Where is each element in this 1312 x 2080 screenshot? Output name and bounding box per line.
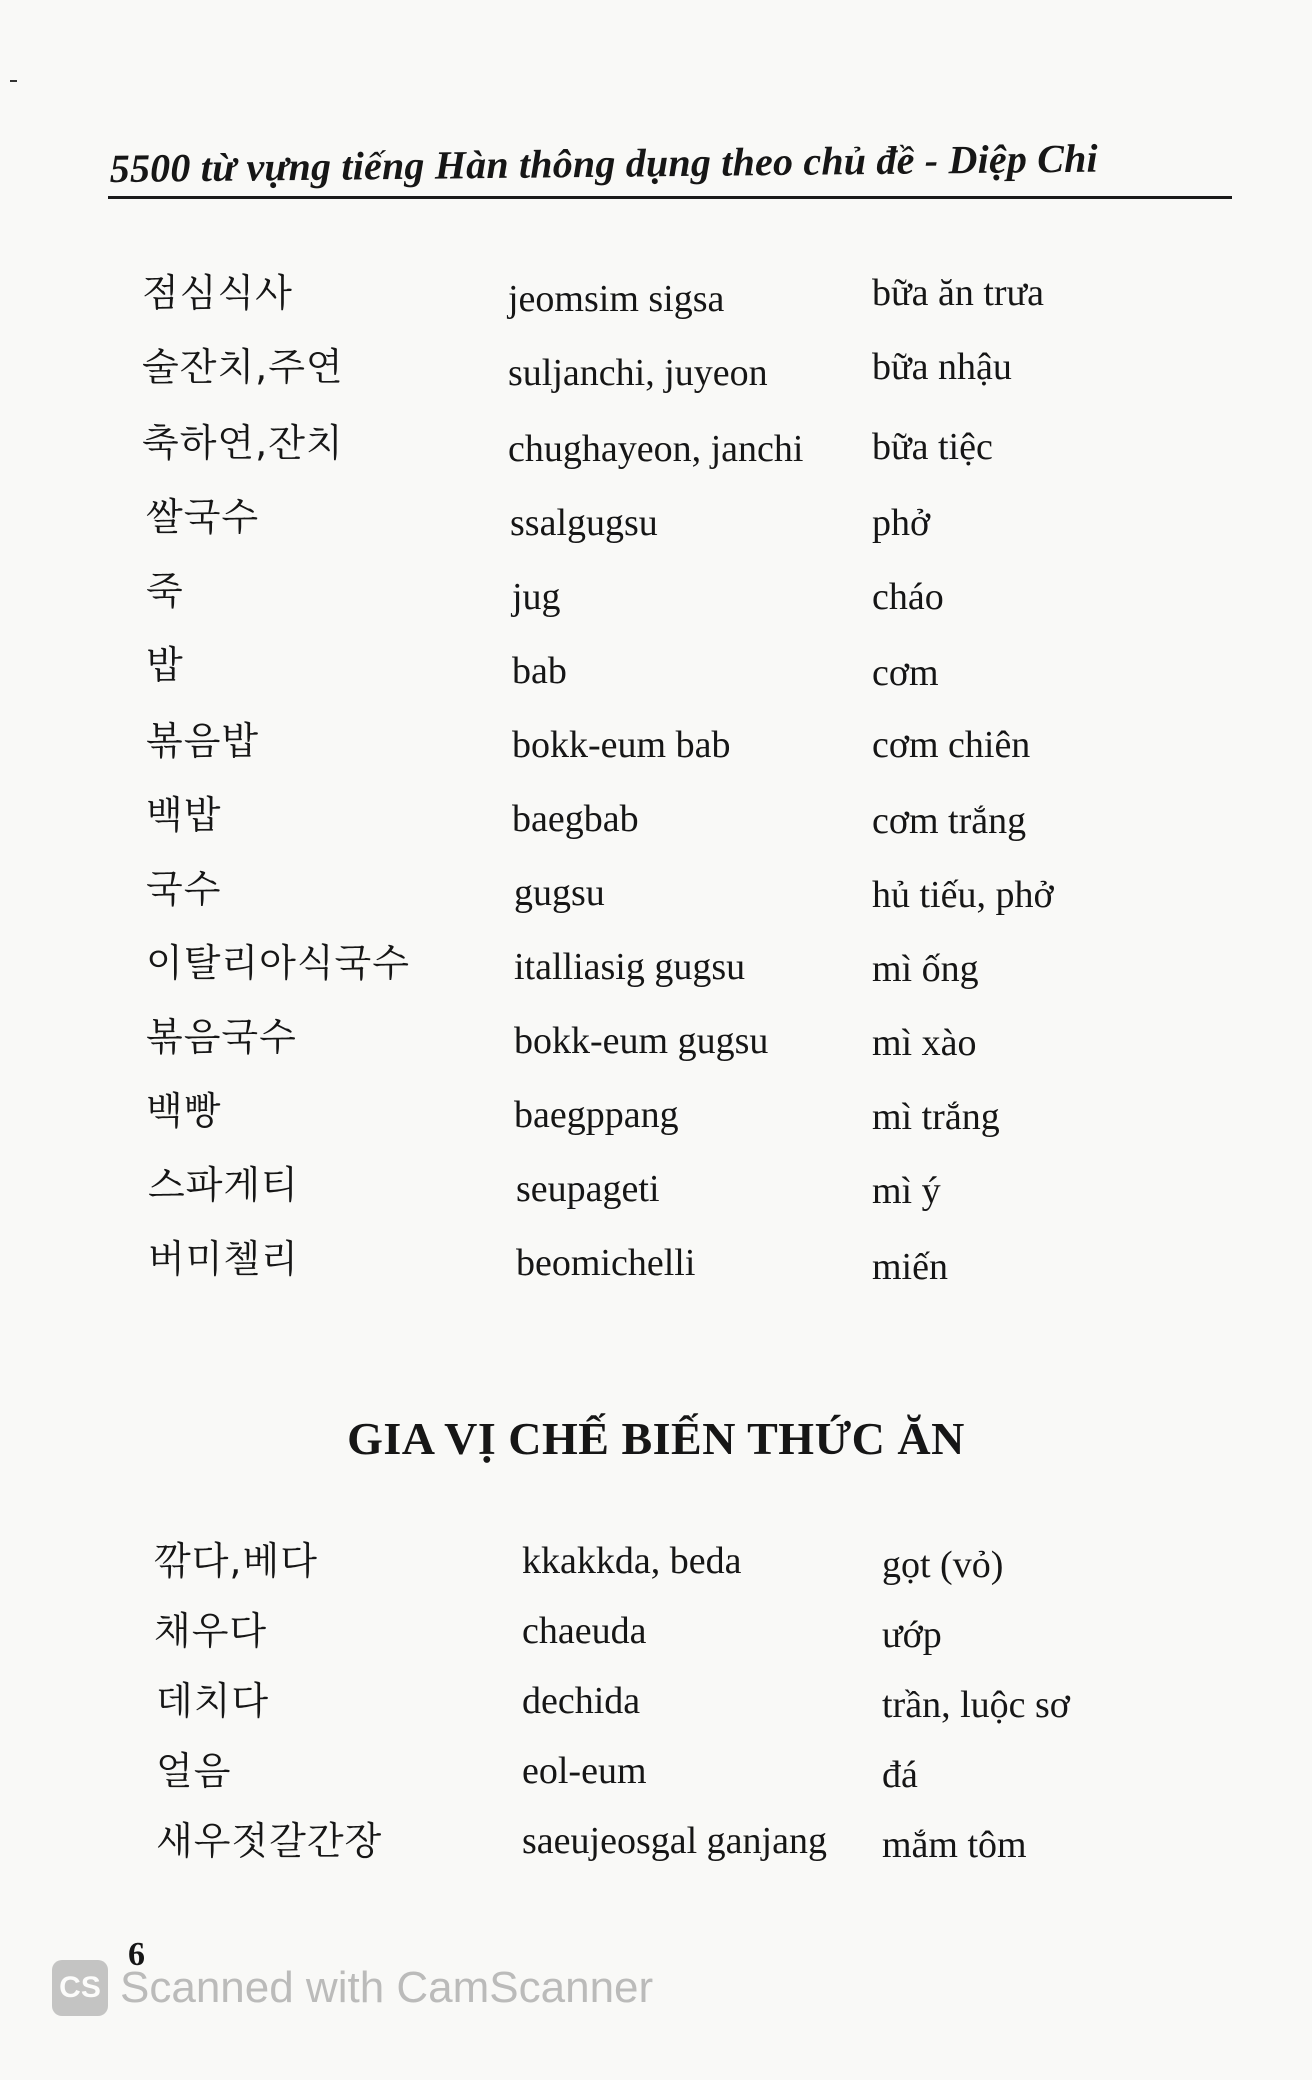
table-row — [0, 1816, 1312, 1866]
vietnamese-meaning: ướp — [882, 1614, 942, 1656]
korean-word: 국수 — [146, 867, 222, 911]
romanization: dechida — [522, 1680, 641, 1722]
romanization: saeujeosgal ganjang — [522, 1820, 827, 1862]
romanization: suljanchi, juyeon — [508, 352, 768, 394]
romanization: gugsu — [514, 872, 605, 914]
table-row — [0, 566, 1312, 616]
romanization: baegbab — [512, 798, 639, 840]
vietnamese-meaning: cơm trắng — [872, 800, 1027, 842]
romanization: bokk-eum bab — [512, 724, 731, 766]
romanization: eol-eum — [522, 1750, 647, 1792]
korean-word: 쌀국수 — [146, 495, 260, 539]
vietnamese-meaning: cháo — [872, 576, 944, 618]
vietnamese-meaning: mắm tôm — [882, 1824, 1027, 1866]
vietnamese-meaning: trần, luộc sơ — [882, 1684, 1070, 1726]
table-row — [0, 1746, 1312, 1796]
table-row — [0, 342, 1312, 392]
korean-word: 스파게티 — [148, 1163, 299, 1207]
romanization: beomichelli — [516, 1242, 696, 1284]
table-row — [0, 268, 1312, 318]
running-header — [108, 135, 1232, 199]
table-row — [0, 864, 1312, 914]
romanization: bab — [512, 650, 567, 692]
romanization: seupageti — [516, 1168, 660, 1210]
korean-word: 새우젓갈간장 — [156, 1819, 383, 1863]
romanization: chaeuda — [522, 1610, 647, 1652]
table-row — [0, 1160, 1312, 1210]
scan-speck — [10, 80, 17, 82]
romanization: jeomsim sigsa — [508, 278, 725, 320]
korean-word: 깎다,베다 — [154, 1539, 318, 1583]
romanization: baegppang — [514, 1094, 679, 1136]
romanization: jug — [512, 576, 561, 618]
korean-word: 버미첼리 — [148, 1237, 299, 1281]
korean-word: 백빵 — [146, 1089, 222, 1133]
korean-word: 축하연,잔치 — [142, 421, 344, 465]
table-row — [0, 492, 1312, 542]
korean-word: 채우다 — [154, 1609, 268, 1653]
korean-word: 볶음국수 — [146, 1015, 297, 1059]
table-row — [0, 1086, 1312, 1136]
table-row — [0, 1536, 1312, 1586]
romanization: bokk-eum gugsu — [514, 1020, 769, 1062]
romanization: italliasig gugsu — [514, 946, 746, 988]
korean-word: 점심식사 — [142, 271, 293, 315]
vietnamese-meaning: mì ống — [872, 948, 979, 990]
book-title: 5500 từ vựng tiếng Hàn thông dụng theo chủ đề - Diệp Chi — [109, 135, 1099, 192]
vietnamese-meaning: đá — [882, 1754, 918, 1796]
watermark-text: Scanned with CamScanner — [120, 1963, 654, 2012]
camscanner-watermark — [52, 1958, 653, 2018]
romanization: ssalgugsu — [510, 502, 658, 544]
korean-word: 데치다 — [156, 1679, 270, 1723]
korean-word: 이탈리아식국수 — [146, 941, 410, 985]
table-row — [0, 418, 1312, 468]
vietnamese-meaning: mì xào — [872, 1022, 977, 1064]
vietnamese-meaning: mì trắng — [872, 1096, 1000, 1138]
vietnamese-meaning: gọt (vỏ) — [882, 1544, 1004, 1586]
korean-word: 밥 — [146, 643, 184, 687]
vietnamese-meaning: bữa ăn trưa — [872, 272, 1045, 314]
vietnamese-meaning: bữa tiệc — [872, 426, 993, 468]
vietnamese-meaning: cơm chiên — [872, 724, 1031, 766]
table-row — [0, 640, 1312, 694]
table-row — [0, 716, 1312, 766]
korean-word: 볶음밥 — [146, 719, 260, 763]
vietnamese-meaning: cơm — [872, 652, 939, 694]
vietnamese-meaning: phở — [872, 502, 931, 544]
table-row — [0, 790, 1312, 840]
romanization: chughayeon, janchi — [508, 428, 804, 470]
romanization: kkakkda, beda — [522, 1540, 742, 1582]
vietnamese-meaning: bữa nhậu — [872, 346, 1012, 388]
vietnamese-meaning: hủ tiếu, phở — [872, 874, 1054, 916]
table-row — [0, 938, 1312, 988]
section-title: GIA VỊ CHẾ BIẾN THỨC ĂN — [347, 1413, 965, 1464]
korean-word: 백밥 — [146, 793, 222, 837]
vietnamese-meaning: mì ý — [872, 1170, 941, 1212]
camscanner-logo-icon: CS — [52, 1960, 108, 2016]
page-number: 6 — [128, 1936, 145, 1973]
korean-word: 술잔치,주연 — [142, 345, 344, 389]
table-row — [0, 1234, 1312, 1288]
korean-word: 얼음 — [156, 1749, 232, 1793]
korean-word: 죽 — [146, 569, 184, 613]
table-row — [0, 1012, 1312, 1062]
table-row — [0, 1606, 1312, 1656]
table-row — [0, 1676, 1312, 1726]
vietnamese-meaning: miến — [872, 1246, 948, 1288]
